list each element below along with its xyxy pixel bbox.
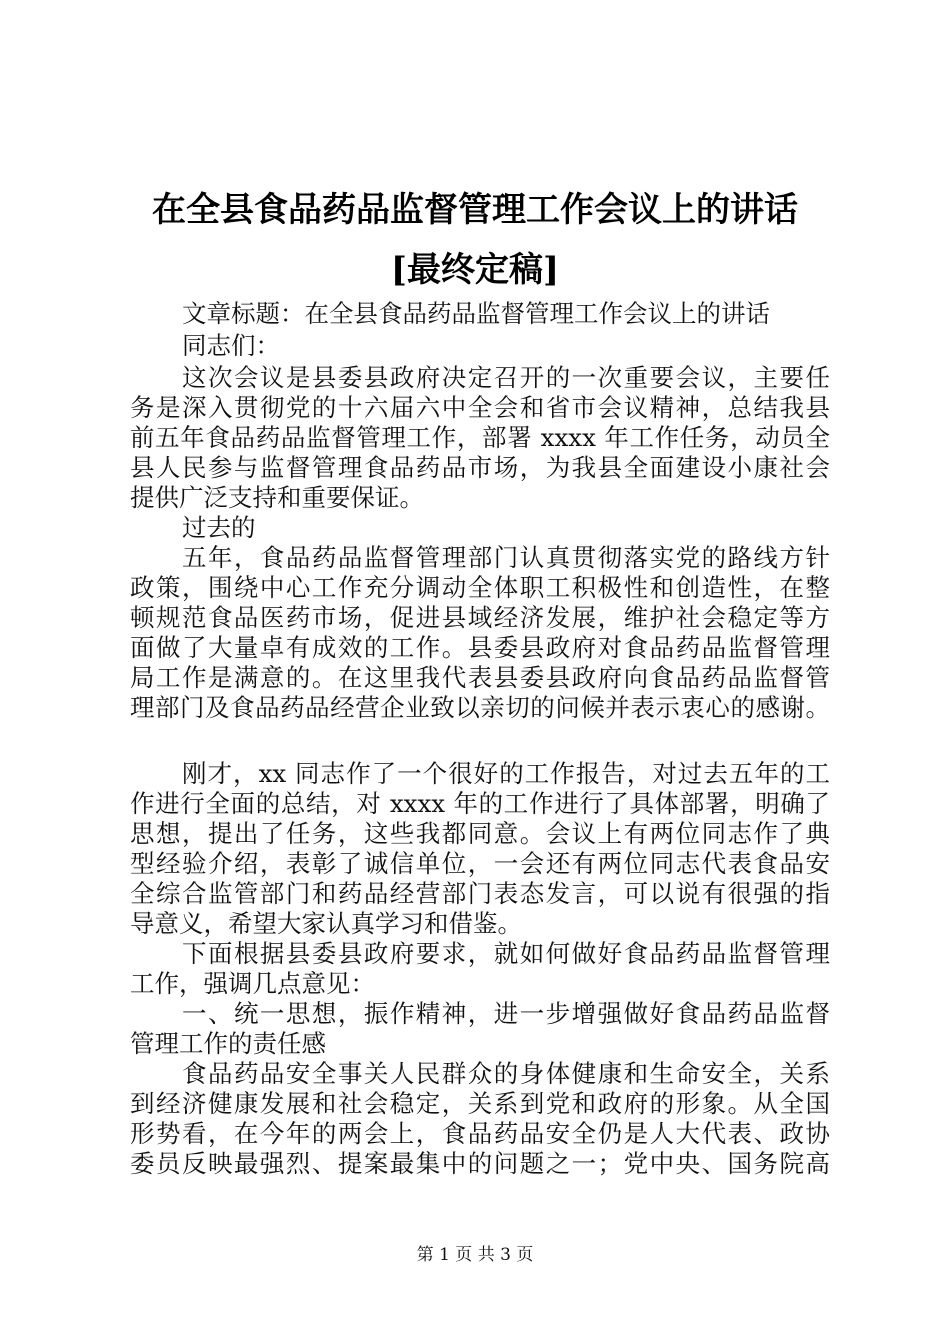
document-title-suffix: [最终定稿] (390, 250, 560, 290)
paragraph-line: 理部门及食品药品经营企业致以亲切的问候并表示衷心的感谢。 (130, 693, 830, 722)
section-heading-line: 一、统一思想，振作精神，进一步增强做好食品药品监督 (182, 999, 830, 1028)
paragraph-line: 过去的 (182, 513, 256, 542)
paragraph-line: 刚才，xx 同志作了一个很好的工作报告，对过去五年的工 (182, 759, 830, 788)
paragraph-line: 前五年食品药品监督管理工作，部署 xxxx 年工作任务，动员全 (130, 423, 830, 452)
paragraph-line: 下面根据县委县政府要求，就如何做好食品药品监督管理 (182, 939, 830, 968)
paragraph-line: 这次会议是县委县政府决定召开的一次重要会议，主要任 (182, 363, 830, 392)
paragraph-line: 导意义，希望大家认真学习和借鉴。 (130, 909, 522, 938)
paragraph-line: 同志们： (182, 331, 280, 360)
paragraph-line: 全综合监管部门和药品经营部门表态发言，可以说有很强的指 (130, 879, 830, 908)
paragraph-line: 面做了大量卓有成效的工作。县委县政府对食品药品监督管理 (130, 633, 830, 662)
paragraph-line: 到经济健康发展和社会稳定，关系到党和政府的形象。从全国 (130, 1089, 830, 1118)
paragraph-line: 型经验介绍，表彰了诚信单位，一会还有两位同志代表食品安 (130, 849, 830, 878)
paragraph-line: 提供广泛支持和重要保证。 (130, 483, 424, 512)
paragraph-line: 五年，食品药品监督管理部门认真贯彻落实党的路线方针 (182, 543, 830, 572)
document-title: 在全县食品药品监督管理工作会议上的讲话 (152, 190, 798, 230)
paragraph-line: 委员反映最强烈、提案最集中的问题之一；党中央、国务院高 (130, 1149, 830, 1178)
paragraph-line: 政策，围绕中心工作充分调动全体职工积极性和创造性，在整 (130, 573, 830, 602)
paragraph-line: 思想，提出了任务，这些我都同意。会议上有两位同志作了典 (130, 819, 830, 848)
paragraph-line: 务是深入贯彻党的十六届六中全会和省市会议精神，总结我县 (130, 393, 830, 422)
paragraph-line: 文章标题：在全县食品药品监督管理工作会议上的讲话 (182, 299, 770, 328)
paragraph-line: 县人民参与监督管理食品药品市场，为我县全面建设小康社会 (130, 453, 830, 482)
paragraph-line: 形势看，在今年的两会上，食品药品安全仍是人大代表、政协 (130, 1119, 830, 1148)
paragraph-line: 作进行全面的总结，对 xxxx 年的工作进行了具体部署，明确了 (130, 789, 830, 818)
paragraph-line: 局工作是满意的。在这里我代表县委县政府向食品药品监督管 (130, 663, 830, 692)
page-footer: 第 1 页 共 3 页 (416, 1245, 534, 1265)
paragraph-line: 食品药品安全事关人民群众的身体健康和生命安全，关系 (182, 1059, 830, 1088)
section-heading-line: 管理工作的责任感 (130, 1029, 326, 1058)
paragraph-line: 工作，强调几点意见： (130, 969, 375, 998)
paragraph-line: 顿规范食品医药市场，促进县域经济发展，维护社会稳定等方 (130, 603, 830, 632)
